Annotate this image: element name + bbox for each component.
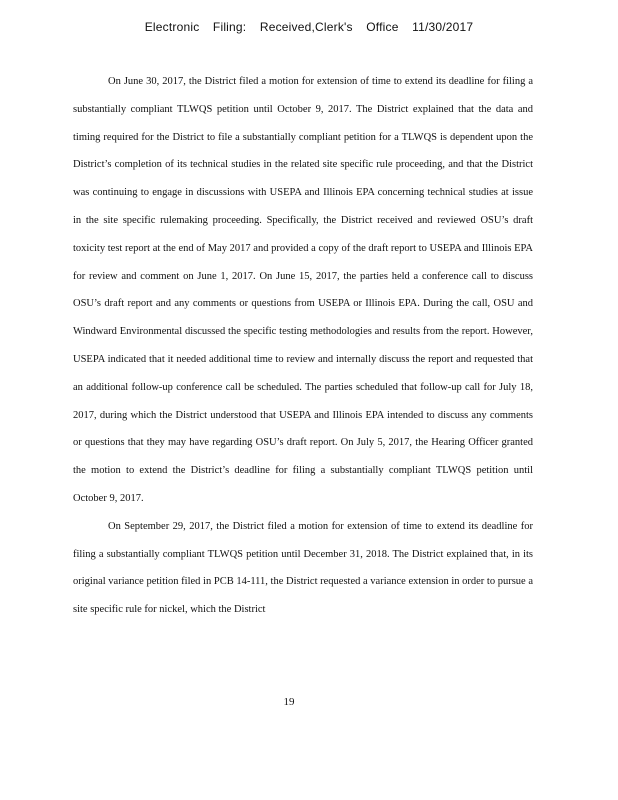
paragraph-september-motion: On September 29, 2017, the District filed a motion for extension of time to extend its deadline for filing a substantially compliant TLWQS petition until December 31, 2018. The District explained that, in its original variance petition filed in PCB 14-111, the District requested a variance extension in order to pursue a site specific rule for nickel, which the District — [73, 520, 533, 616]
filing-stamp-header: Electronic Filing: Received,Clerk's Office 11/30/2017 — [144, 20, 474, 34]
document-body — [73, 68, 533, 624]
paragraph-june-motion: On June 30, 2017, the District filed a motion for extension of time to extend its deadline for filing a substantially compliant TLWQS petition until October 9, 2017. The District explained that the data and timing required for the District to file a substantially compliant petition for a TLWQS is dependent upon the District’s completion of its technical studies in the related site specific rule proceeding, and that the District was continuing to engage in discussions with USEPA and Illinois EPA concerning technical studies at issue in the site specific rulemaking proceeding. Specifically, the District received and reviewed OSU’s draft toxicity test report at the end of May 2017 and provided a copy of the draft report to USEPA and Illinois EPA for review and comment on June 1, 2017. On June 15, 2017, the parties held a conference call to discuss OSU’s draft report and any comments or questions from USEPA or Illinois EPA. During the call, OSU and Windward Environmental discussed the specific testing methodologies and results from the report. However, USEPA indicated that it needed additional time to review and internally discuss the report and requested that an additional follow-up conference call be scheduled. The parties scheduled that follow-up call for July 18, 2017, during which the District understood that USEPA and Illinois EPA intended to discuss any comments or questions that they may have regarding OSU’s draft report. On July 5, 2017, the Hearing Officer granted the motion to extend the District’s deadline for filing a substantially compliant TLWQS petition until October 9, 2017. — [73, 76, 533, 504]
page-number: 19 — [283, 696, 295, 708]
